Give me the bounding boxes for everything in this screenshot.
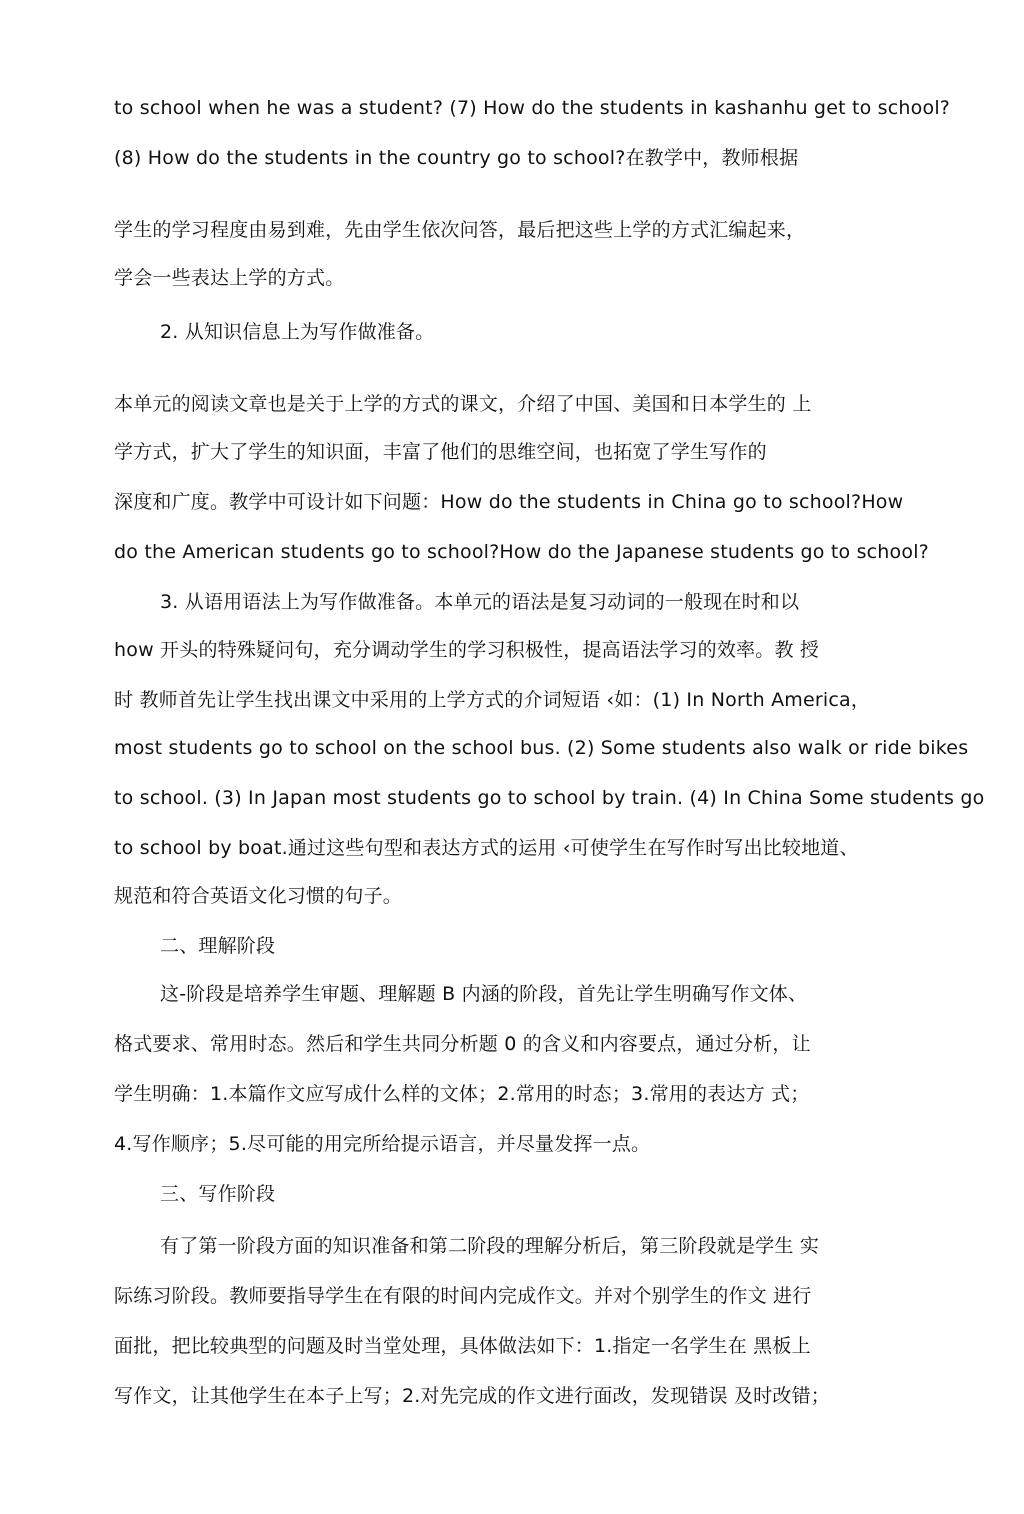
text-line-12: 时 教师首先让学生找出课文中采用的上学方式的介词短语 ‹如：(1) In North America， [114,689,871,711]
section-heading-writing: 三、写作阶段 [160,1183,276,1205]
text-line-25: 面批，把比较典型的问题及时当堂处理，具体做法如下：1.指定一名学生在 黑板上 [114,1335,811,1357]
text-line-10: 3. 从语用语法上为写作做准备。本单元的语法是复习动词的一般现在时和以 [160,591,800,613]
text-line-19: 格式要求、常用时态。然后和学生共同分析题 0 的含义和内容要点，通过分析，让 [114,1033,811,1055]
text-line-24: 际练习阶段。教师要指导学生在有限的时间内完成作文。并对个别学生的作文 进行 [114,1285,812,1307]
text-line-21: 4.写作顺序；5.尽可能的用完所给提示语言，并尽量发挥一点。 [114,1133,651,1155]
text-line-3: 学生的学习程度由易到难，先由学生依次问答，最后把这些上学的方式汇编起来， [114,219,806,241]
text-line-15: to school by boat.通过这些句型和表达方式的运用 ‹可使学生在写作时写出比较地道、 [114,837,859,859]
text-line-11: how 开头的特殊疑问句，充分调动学生的学习积极性，提高语法学习的效率。教 授 [114,639,820,661]
text-line-13: most students go to school on the school bus. (2) Some students also walk or ride bikes [114,737,969,759]
text-line-23: 有了第一阶段方面的知识准备和第二阶段的理解分析后，第三阶段就是学生 实 [160,1235,820,1257]
text-line-26: 写作文，让其他学生在本子上写；2.对先完成的作文进行面改，发现错误 及时改错； [114,1385,830,1407]
text-line-4: 学会一些表达上学的方式。 [114,267,345,289]
text-line-1: to school when he was a student? (7) How do the students in kashanhu get to school? [114,97,951,119]
text-line-20: 学生明确：1.本篇作文应写成什么样的文体；2.常用的时态；3.常用的表达方 式； [114,1083,810,1105]
section-heading-understanding: 二、理解阶段 [160,935,276,957]
text-line-16: 规范和符合英语文化习惯的句子。 [114,885,403,907]
section-heading-knowledge: 2. 从知识信息上为写作做准备。 [160,321,435,343]
text-line-6: 本单元的阅读文章也是关于上学的方式的课文，介绍了中国、美国和日本学生的 上 [114,393,812,415]
text-line-18: 这-阶段是培养学生审题、理解题 B 内涵的阶段，首先让学生明确写作文体、 [160,983,808,1005]
text-line-2: (8) How do the students in the country go to school?在教学中，教师根据 [114,147,799,169]
text-line-7: 学方式，扩大了学生的知识面，丰富了他们的思维空间，也拓宽了学生写作的 [114,441,767,463]
text-line-8: 深度和广度。教学中可设计如下问题：How do the students in China go to school?How [114,491,904,513]
text-line-14: to school. (3) In Japan most students go to school by train. (4) In China Some students go [114,787,985,809]
text-line-9: do the American students go to school?How do the Japanese students go to school? [114,541,929,563]
